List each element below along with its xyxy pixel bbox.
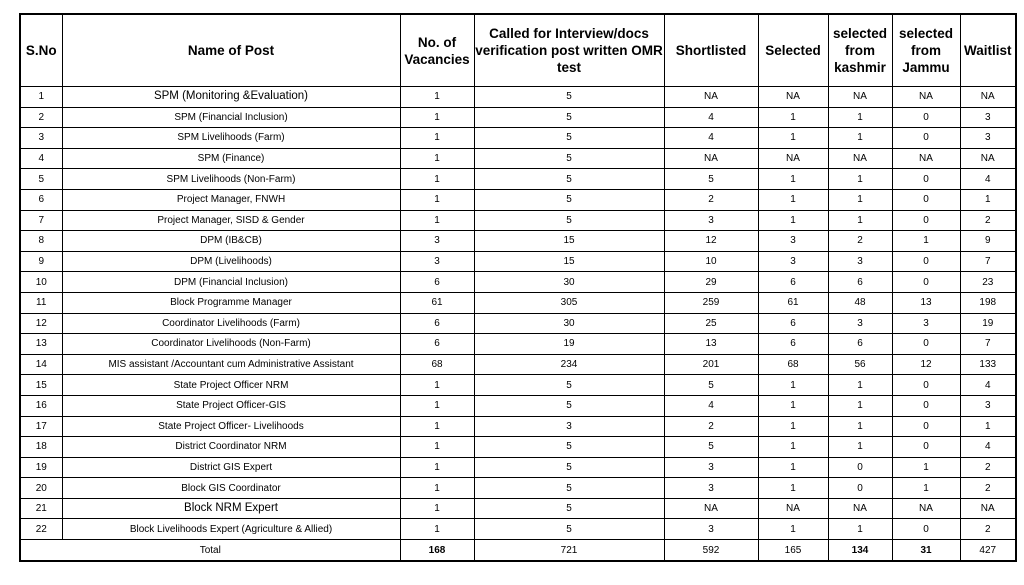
table-row: [20, 231, 1016, 252]
cell-shortlisted: 29: [664, 272, 758, 293]
cell-kashmir: 48: [828, 292, 892, 313]
header-waitlist: Waitlist: [960, 14, 1016, 87]
cell-vacancies: 1: [400, 107, 474, 128]
cell-sno: 15: [20, 375, 62, 396]
cell-waitlist: NA: [960, 87, 1016, 108]
cell-sno: 21: [20, 498, 62, 519]
cell-jammu: 0: [892, 334, 960, 355]
cell-jammu: 0: [892, 375, 960, 396]
cell-shortlisted: 2: [664, 189, 758, 210]
cell-sno: 20: [20, 478, 62, 499]
header-row: [20, 14, 1016, 87]
cell-sno: 16: [20, 395, 62, 416]
cell-kashmir: 3: [828, 251, 892, 272]
cell-post-name: District GIS Expert: [62, 457, 400, 478]
cell-sno: 3: [20, 128, 62, 149]
cell-selected: 1: [758, 416, 828, 437]
cell-post-name: Block Programme Manager: [62, 292, 400, 313]
table-row: [20, 354, 1016, 375]
cell-waitlist: 19: [960, 313, 1016, 334]
cell-selected: 6: [758, 313, 828, 334]
cell-kashmir: 0: [828, 478, 892, 499]
cell-shortlisted: 3: [664, 457, 758, 478]
cell-kashmir: 6: [828, 334, 892, 355]
cell-sno: 6: [20, 189, 62, 210]
total-called: 721: [474, 540, 664, 562]
total-label: Total: [20, 540, 400, 562]
cell-selected: 1: [758, 189, 828, 210]
cell-shortlisted: 13: [664, 334, 758, 355]
cell-jammu: 0: [892, 107, 960, 128]
cell-called: 234: [474, 354, 664, 375]
cell-post-name: MIS assistant /Accountant cum Administrative Assistant: [62, 354, 400, 375]
cell-sno: 12: [20, 313, 62, 334]
cell-vacancies: 6: [400, 313, 474, 334]
cell-shortlisted: 3: [664, 478, 758, 499]
cell-vacancies: 1: [400, 457, 474, 478]
cell-called: 5: [474, 87, 664, 108]
cell-vacancies: 6: [400, 272, 474, 293]
cell-jammu: 0: [892, 519, 960, 540]
cell-shortlisted: 201: [664, 354, 758, 375]
cell-jammu: NA: [892, 498, 960, 519]
cell-kashmir: 0: [828, 457, 892, 478]
cell-jammu: 0: [892, 395, 960, 416]
cell-post-name: DPM (IB&CB): [62, 231, 400, 252]
cell-vacancies: 1: [400, 478, 474, 499]
cell-sno: 17: [20, 416, 62, 437]
cell-post-name: Project Manager, FNWH: [62, 189, 400, 210]
cell-post-name: SPM (Finance): [62, 148, 400, 169]
cell-sno: 7: [20, 210, 62, 231]
header-sno: S.No: [20, 14, 62, 87]
cell-jammu: NA: [892, 148, 960, 169]
cell-selected: 3: [758, 251, 828, 272]
cell-waitlist: 3: [960, 395, 1016, 416]
cell-waitlist: 4: [960, 169, 1016, 190]
cell-waitlist: 133: [960, 354, 1016, 375]
cell-selected: NA: [758, 498, 828, 519]
cell-selected: 1: [758, 210, 828, 231]
cell-jammu: 0: [892, 251, 960, 272]
total-vacancies: 168: [400, 540, 474, 562]
header-shortlisted: Shortlisted: [664, 14, 758, 87]
cell-vacancies: 1: [400, 169, 474, 190]
cell-sno: 13: [20, 334, 62, 355]
cell-post-name: Block Livelihoods Expert (Agriculture & Allied): [62, 519, 400, 540]
cell-sno: 22: [20, 519, 62, 540]
cell-selected: 1: [758, 169, 828, 190]
table-row: [20, 498, 1016, 519]
cell-waitlist: 2: [960, 210, 1016, 231]
cell-vacancies: 1: [400, 437, 474, 458]
cell-selected: 1: [758, 395, 828, 416]
cell-jammu: 3: [892, 313, 960, 334]
cell-post-name: Project Manager, SISD & Gender: [62, 210, 400, 231]
cell-vacancies: 1: [400, 128, 474, 149]
cell-selected: NA: [758, 148, 828, 169]
cell-shortlisted: 10: [664, 251, 758, 272]
cell-sno: 10: [20, 272, 62, 293]
cell-vacancies: 1: [400, 395, 474, 416]
cell-called: 5: [474, 437, 664, 458]
table-row: [20, 210, 1016, 231]
cell-waitlist: 2: [960, 519, 1016, 540]
cell-sno: 19: [20, 457, 62, 478]
cell-vacancies: 3: [400, 251, 474, 272]
total-selected: 165: [758, 540, 828, 562]
cell-post-name: DPM (Livelihoods): [62, 251, 400, 272]
header-selected: Selected: [758, 14, 828, 87]
cell-sno: 4: [20, 148, 62, 169]
cell-waitlist: 4: [960, 375, 1016, 396]
cell-jammu: 13: [892, 292, 960, 313]
cell-kashmir: 1: [828, 519, 892, 540]
table-row: [20, 478, 1016, 499]
cell-shortlisted: 12: [664, 231, 758, 252]
cell-called: 5: [474, 375, 664, 396]
table-row: [20, 272, 1016, 293]
cell-vacancies: 1: [400, 498, 474, 519]
cell-jammu: 0: [892, 128, 960, 149]
cell-vacancies: 1: [400, 87, 474, 108]
cell-kashmir: 1: [828, 169, 892, 190]
cell-post-name: Block NRM Expert: [62, 498, 400, 519]
cell-waitlist: 1: [960, 189, 1016, 210]
cell-kashmir: 1: [828, 210, 892, 231]
cell-shortlisted: 259: [664, 292, 758, 313]
cell-post-name: Coordinator Livelihoods (Non-Farm): [62, 334, 400, 355]
recruitment-status-table: [19, 13, 1017, 562]
cell-sno: 8: [20, 231, 62, 252]
cell-called: 5: [474, 148, 664, 169]
cell-selected: 1: [758, 519, 828, 540]
cell-jammu: 1: [892, 231, 960, 252]
cell-selected: 1: [758, 107, 828, 128]
cell-called: 30: [474, 272, 664, 293]
table-row: [20, 169, 1016, 190]
cell-selected: 1: [758, 375, 828, 396]
cell-jammu: 0: [892, 272, 960, 293]
cell-called: 30: [474, 313, 664, 334]
cell-shortlisted: 4: [664, 395, 758, 416]
table-row: [20, 128, 1016, 149]
cell-shortlisted: 5: [664, 169, 758, 190]
cell-jammu: 1: [892, 457, 960, 478]
cell-sno: 18: [20, 437, 62, 458]
cell-selected: 1: [758, 437, 828, 458]
cell-vacancies: 6: [400, 334, 474, 355]
cell-shortlisted: 25: [664, 313, 758, 334]
cell-sno: 2: [20, 107, 62, 128]
cell-kashmir: 2: [828, 231, 892, 252]
cell-kashmir: 1: [828, 416, 892, 437]
cell-shortlisted: NA: [664, 498, 758, 519]
cell-post-name: SPM Livelihoods (Farm): [62, 128, 400, 149]
table-row: [20, 416, 1016, 437]
cell-jammu: NA: [892, 87, 960, 108]
header-called-for-interview: Called for Interview/docs verification post written OMR test: [474, 14, 664, 87]
cell-sno: 1: [20, 87, 62, 108]
cell-shortlisted: 3: [664, 519, 758, 540]
table-row: [20, 375, 1016, 396]
cell-called: 305: [474, 292, 664, 313]
cell-called: 5: [474, 395, 664, 416]
cell-kashmir: NA: [828, 87, 892, 108]
cell-sno: 9: [20, 251, 62, 272]
total-shortlisted: 592: [664, 540, 758, 562]
cell-called: 5: [474, 107, 664, 128]
cell-sno: 11: [20, 292, 62, 313]
cell-selected: 1: [758, 457, 828, 478]
table-row: [20, 313, 1016, 334]
cell-called: 5: [474, 478, 664, 499]
cell-vacancies: 1: [400, 189, 474, 210]
table-row: [20, 457, 1016, 478]
cell-called: 3: [474, 416, 664, 437]
cell-vacancies: 1: [400, 375, 474, 396]
header-post-name: Name of Post: [62, 14, 400, 87]
cell-selected: NA: [758, 87, 828, 108]
cell-called: 15: [474, 251, 664, 272]
cell-kashmir: 1: [828, 437, 892, 458]
cell-selected: 68: [758, 354, 828, 375]
cell-kashmir: 56: [828, 354, 892, 375]
cell-selected: 1: [758, 128, 828, 149]
cell-shortlisted: 5: [664, 375, 758, 396]
total-kashmir: 134: [828, 540, 892, 562]
cell-kashmir: 1: [828, 395, 892, 416]
cell-jammu: 0: [892, 189, 960, 210]
cell-kashmir: 1: [828, 107, 892, 128]
cell-kashmir: NA: [828, 148, 892, 169]
cell-vacancies: 1: [400, 210, 474, 231]
cell-called: 15: [474, 231, 664, 252]
cell-shortlisted: 5: [664, 437, 758, 458]
table-row: [20, 437, 1016, 458]
header-vacancies: No. of Vacancies: [400, 14, 474, 87]
cell-post-name: State Project Officer- Livelihoods: [62, 416, 400, 437]
cell-kashmir: 1: [828, 128, 892, 149]
cell-waitlist: NA: [960, 498, 1016, 519]
cell-waitlist: 3: [960, 107, 1016, 128]
cell-shortlisted: 2: [664, 416, 758, 437]
cell-post-name: State Project Officer NRM: [62, 375, 400, 396]
cell-called: 5: [474, 519, 664, 540]
cell-post-name: SPM (Monitoring &Evaluation): [62, 87, 400, 108]
cell-jammu: 0: [892, 210, 960, 231]
table-row: [20, 292, 1016, 313]
cell-waitlist: 1: [960, 416, 1016, 437]
cell-post-name: SPM Livelihoods (Non-Farm): [62, 169, 400, 190]
cell-waitlist: 2: [960, 478, 1016, 499]
cell-waitlist: 9: [960, 231, 1016, 252]
cell-sno: 5: [20, 169, 62, 190]
cell-called: 5: [474, 128, 664, 149]
cell-vacancies: 1: [400, 416, 474, 437]
cell-waitlist: 3: [960, 128, 1016, 149]
cell-selected: 6: [758, 272, 828, 293]
cell-jammu: 12: [892, 354, 960, 375]
cell-waitlist: NA: [960, 148, 1016, 169]
cell-called: 5: [474, 189, 664, 210]
total-jammu: 31: [892, 540, 960, 562]
total-row: [20, 540, 1016, 562]
table-row: [20, 87, 1016, 108]
cell-called: 5: [474, 210, 664, 231]
cell-kashmir: 1: [828, 189, 892, 210]
table-row: [20, 395, 1016, 416]
cell-jammu: 0: [892, 437, 960, 458]
cell-waitlist: 4: [960, 437, 1016, 458]
cell-post-name: Block GIS Coordinator: [62, 478, 400, 499]
cell-kashmir: 3: [828, 313, 892, 334]
cell-jammu: 0: [892, 416, 960, 437]
header-selected-kashmir: selected from kashmir: [828, 14, 892, 87]
cell-waitlist: 23: [960, 272, 1016, 293]
cell-selected: 3: [758, 231, 828, 252]
table-row: [20, 148, 1016, 169]
cell-vacancies: 1: [400, 148, 474, 169]
cell-waitlist: 7: [960, 334, 1016, 355]
cell-selected: 61: [758, 292, 828, 313]
cell-vacancies: 68: [400, 354, 474, 375]
cell-selected: 1: [758, 478, 828, 499]
table-row: [20, 107, 1016, 128]
cell-kashmir: NA: [828, 498, 892, 519]
cell-called: 5: [474, 498, 664, 519]
cell-post-name: DPM (Financial Inclusion): [62, 272, 400, 293]
cell-vacancies: 1: [400, 519, 474, 540]
cell-shortlisted: 4: [664, 128, 758, 149]
cell-waitlist: 2: [960, 457, 1016, 478]
cell-waitlist: 7: [960, 251, 1016, 272]
cell-shortlisted: 4: [664, 107, 758, 128]
cell-shortlisted: NA: [664, 87, 758, 108]
cell-called: 5: [474, 457, 664, 478]
table-row: [20, 519, 1016, 540]
cell-waitlist: 198: [960, 292, 1016, 313]
cell-post-name: State Project Officer-GIS: [62, 395, 400, 416]
cell-jammu: 0: [892, 169, 960, 190]
cell-post-name: Coordinator Livelihoods (Farm): [62, 313, 400, 334]
cell-kashmir: 1: [828, 375, 892, 396]
table-row: [20, 334, 1016, 355]
cell-vacancies: 3: [400, 231, 474, 252]
cell-kashmir: 6: [828, 272, 892, 293]
total-waitlist: 427: [960, 540, 1016, 562]
cell-called: 5: [474, 169, 664, 190]
table-row: [20, 189, 1016, 210]
cell-shortlisted: NA: [664, 148, 758, 169]
cell-called: 19: [474, 334, 664, 355]
table-row: [20, 251, 1016, 272]
cell-sno: 14: [20, 354, 62, 375]
cell-vacancies: 61: [400, 292, 474, 313]
cell-shortlisted: 3: [664, 210, 758, 231]
cell-selected: 6: [758, 334, 828, 355]
cell-post-name: District Coordinator NRM: [62, 437, 400, 458]
cell-jammu: 1: [892, 478, 960, 499]
cell-post-name: SPM (Financial Inclusion): [62, 107, 400, 128]
header-selected-jammu: selected from Jammu: [892, 14, 960, 87]
